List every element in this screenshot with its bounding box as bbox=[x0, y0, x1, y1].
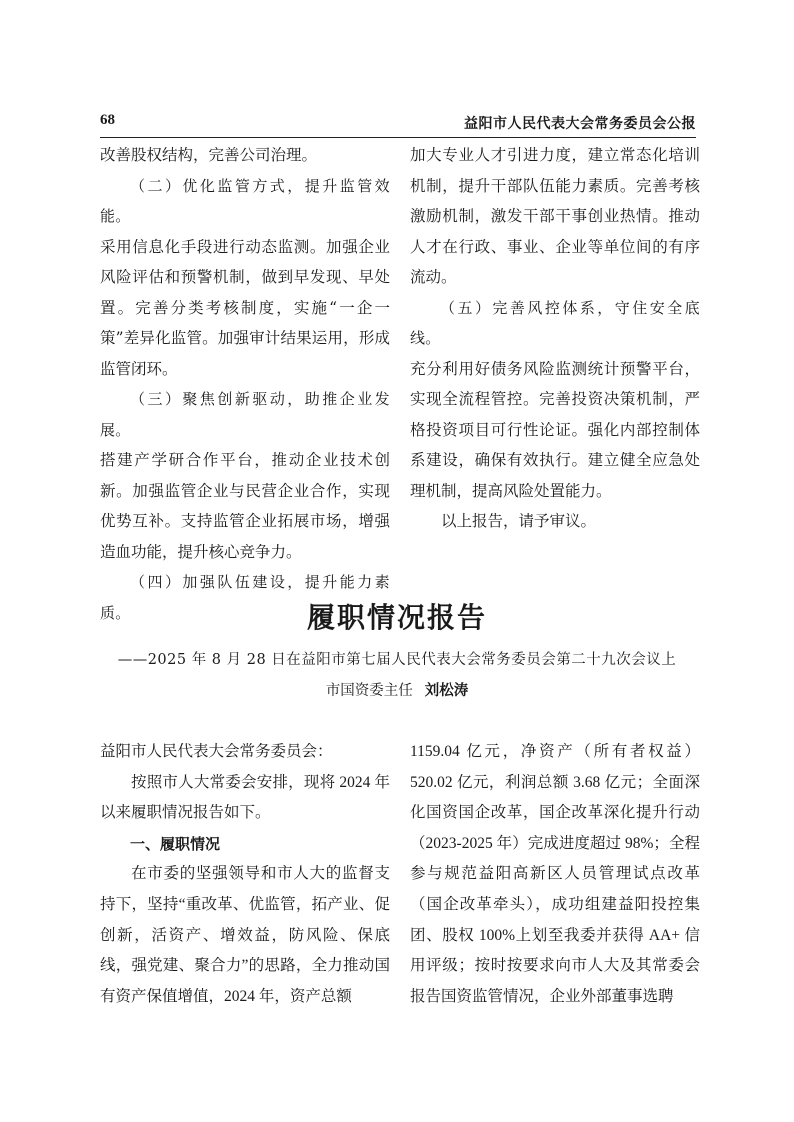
page-number: 68 bbox=[100, 112, 115, 128]
author-name: 刘松涛 bbox=[424, 682, 469, 699]
paragraph: 加大专业人才引进力度，建立常态化培训机制，提升干部队伍能力素质。完善考核激励机制，激发干部干事创业热情。推动人才在行政、事业、企业等单位间的有序流动。 bbox=[410, 146, 700, 286]
author-role: 市国资委主任 bbox=[325, 683, 413, 699]
paragraph: 1159.04 亿元，净资产（所有者权益）520.02 亿元，利润总额 3.68 亿元；全面深化国资国企改革，国企改革深化提升行动（2023-2025 年）完成进度超过 98%；全程参与规范益阳高新区人员管理试点改革（国企改革牵头），成功组建益阳投控集团、股权 100%上划至我委并获得 AA+ 信用评级；按时按要求向市人大及其常委会报告国资监管情况，企业外部董事选聘 bbox=[410, 743, 700, 1005]
article-title: 履职情况报告 bbox=[306, 601, 487, 634]
section-heading: 一、履职情况 bbox=[130, 834, 221, 853]
paragraph: 充分利用好债务风险监测统计预警平台，实现全流程管控。完善投资决策机制，严格投资项目可行性论证。强化内部控制体系建设，确保有效执行。建立健全应急处理机制，提高风险处置能力。 bbox=[410, 359, 700, 500]
article-subtitle: ——2025 年 8 月 28 日在益阳市第七届人民代表大会常务委员会第二十九次会议上 bbox=[117, 652, 677, 668]
section-heading: （三）聚焦创新驱动，助推企业发展。 bbox=[100, 390, 390, 439]
section-heading: （五）完善风控体系，守住安全底线。 bbox=[410, 298, 700, 347]
paragraph: 改善股权结构，完善公司治理。 bbox=[100, 146, 318, 164]
page-header bbox=[100, 112, 696, 136]
closing-line: 以上报告，请予审议。 bbox=[441, 512, 597, 530]
prev-article-right-column bbox=[410, 140, 700, 537]
paragraph: 搭建产学研合作平台，推动企业技术创新。加强监管企业与民营企业合作，实现优势互补。支持监管企业拓展市场，增强造血功能，提升核心竞争力。 bbox=[100, 451, 390, 561]
section-heading: （四）加强队伍建设，提升能力素质。 bbox=[100, 573, 390, 622]
paragraph: 在市委的坚强领导和市人大的监督支持下，坚持“重改革、优监管，拓产业、促创新，活资产、增效益，防风险、保底线，强党建、聚合力”的思路，全力推动国有资产保值增值，2024 年，资产总额 bbox=[100, 865, 390, 1005]
publication-title: 益阳市人民代表大会常务委员会公报 bbox=[464, 116, 696, 132]
paragraph: 按照市人大常委会安排，现将 2024 年以来履职情况报告如下。 bbox=[100, 773, 390, 822]
section-heading: （二）优化监管方式，提升监管效能。 bbox=[100, 176, 390, 225]
article-author bbox=[0, 679, 794, 700]
salutation: 益阳市人民代表大会常务委员会： bbox=[100, 743, 333, 760]
article-left-column bbox=[100, 737, 390, 1012]
paragraph: 采用信息化手段进行动态监测。加强企业风险评估和预警机制，做到早发现、早处置。完善分类考核制度，实施“一企一策”差异化监管。加强审计结果运用，形成监管闭环。 bbox=[100, 237, 390, 378]
header-rule bbox=[100, 137, 696, 138]
prev-article-left-column bbox=[100, 140, 390, 628]
article-right-column bbox=[410, 737, 700, 1012]
